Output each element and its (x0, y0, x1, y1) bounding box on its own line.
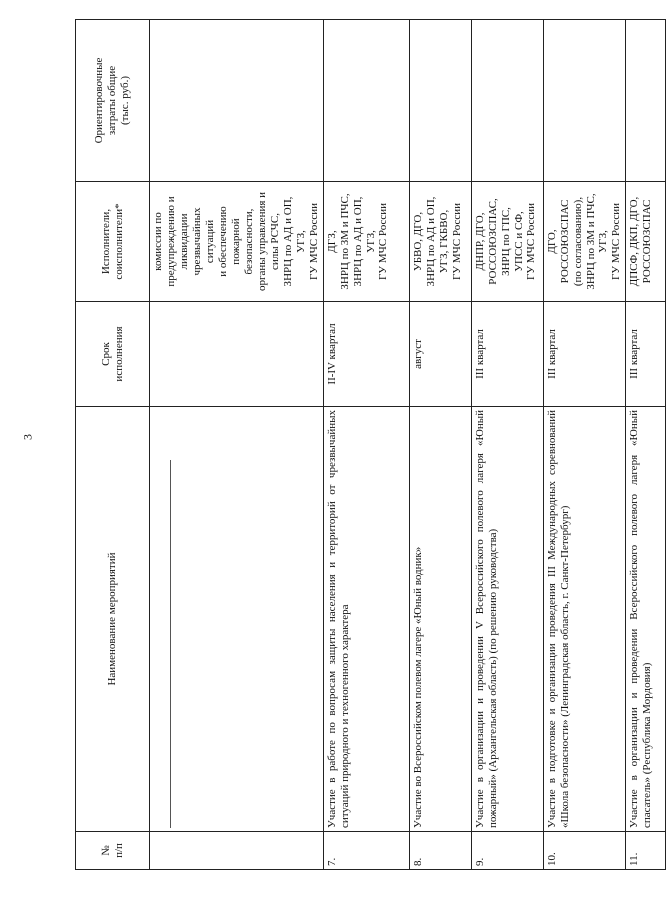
cell-date (150, 302, 324, 407)
page-number: 3 (20, 434, 35, 440)
cell-name: Участие в подготовке и организации проведения III Международных соревнований «Школа безопасности» (Ленинградская область, г. Санкт-Петербург) (543, 407, 626, 832)
table-row (471, 20, 543, 870)
underline-mark (170, 460, 171, 828)
cell-num: 8. (409, 832, 471, 870)
table-row (150, 20, 324, 870)
cell-num: 7. (323, 832, 409, 870)
table-row (323, 20, 409, 870)
cell-date: III квартал (471, 302, 543, 407)
cell-num: 9. (471, 832, 543, 870)
cell-name: Участие в работе по вопросам защиты населения и территорий от чрезвычайных ситуаций природного и техногенного характера (323, 407, 409, 832)
table-row (543, 20, 626, 870)
cell-cost (543, 20, 626, 182)
cell-date: август (409, 302, 471, 407)
table-header-row (76, 20, 150, 870)
cell-cost (150, 20, 324, 182)
header-date: Срок исполнения (76, 302, 150, 407)
cell-name: Участие во Всероссийском полевом лагере «Юный водник» (409, 407, 471, 832)
cell-name (150, 407, 324, 832)
cell-cost (471, 20, 543, 182)
cell-executor: ДГО, РОССОЮЗСПАС (по согласованию), ЗНРЦ по ЗМ и ПЧС, УГЗ, ГУ МЧС России (543, 182, 626, 302)
cell-executor: ДГЗ, ЗНРЦ по ЗМ и ПЧС, ЗНРЦ по АД и ОП, УГЗ, ГУ МЧС России (323, 182, 409, 302)
cell-executor: комиссии по предупреждению и ликвидации чрезвычайных ситуаций и обеспечению пожарной безопасности, органы управления и силы РСЧС, ЗНРЦ по АД и ОП, УГЗ, ГУ МЧС России (150, 182, 324, 302)
cell-num (150, 832, 324, 870)
cell-cost (323, 20, 409, 182)
cell-executor: ДНПР, ДГО, РОССОЮЗСПАС, ЗНРЦ по ГПС, УПСС и СФ, ГУ МЧС России (471, 182, 543, 302)
cell-num: 10. (543, 832, 626, 870)
cell-executor: ДПСФ, ДКП, ДГО, РОССОЮЗСПАС (626, 182, 666, 302)
header-executor: Исполнители, соисполнители* (76, 182, 150, 302)
header-num: № п/п (76, 832, 150, 870)
cell-date: III квартал (626, 302, 666, 407)
cell-executor: УБВО, ДГО, ЗНРЦ по АД и ОП, УГЗ, ГКБВО, ГУ МЧС России (409, 182, 471, 302)
cell-cost (626, 20, 666, 182)
table-row (409, 20, 471, 870)
cell-name: Участие в организации и проведении V Всероссийского полевого лагеря «Юный пожарный» (Архангельская область) (по решению руководства) (471, 407, 543, 832)
header-name: Наименование мероприятий (76, 407, 150, 832)
rotated-table-frame (75, 20, 654, 870)
cell-date: II-IV квартал (323, 302, 409, 407)
cell-num: 11. (626, 832, 666, 870)
header-cost: Ориентировочные затраты общие (тыс. руб.) (76, 20, 150, 182)
table-row (626, 20, 666, 870)
events-table (75, 19, 666, 870)
cell-date: III квартал (543, 302, 626, 407)
cell-name: Участие в организации и проведении Всероссийского полевого лагеря «Юный спасатель» (Республика Мордовия) (626, 407, 666, 832)
cell-cost (409, 20, 471, 182)
